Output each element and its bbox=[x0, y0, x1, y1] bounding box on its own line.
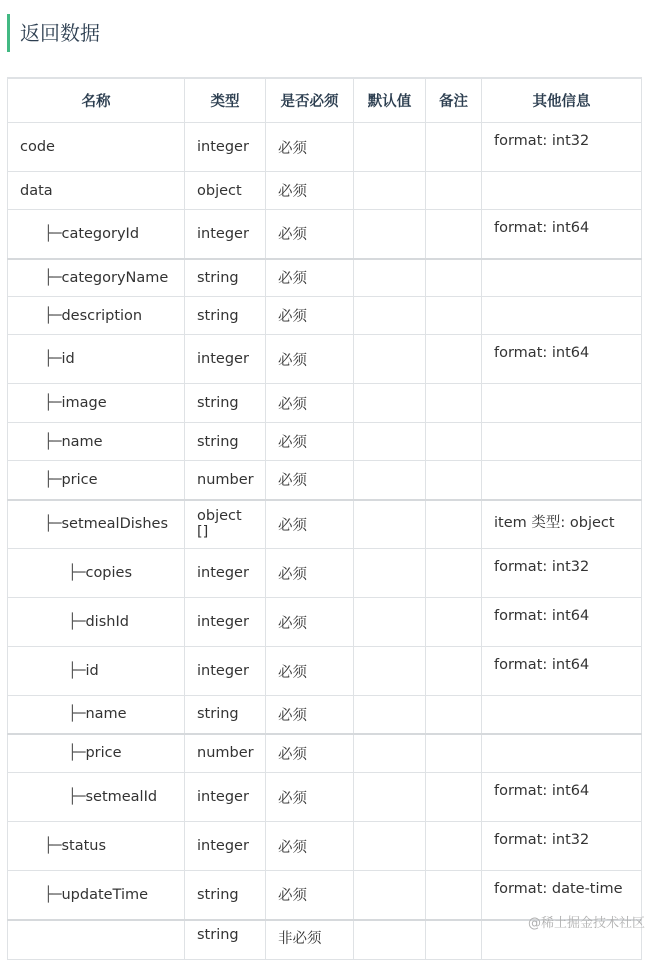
cell-name bbox=[8, 172, 185, 210]
cell-default bbox=[354, 500, 426, 549]
cell-default bbox=[354, 384, 426, 423]
cell-note bbox=[426, 871, 482, 920]
cell-type: integer bbox=[185, 210, 266, 259]
table-row bbox=[8, 461, 642, 500]
cell-type: number bbox=[185, 461, 266, 500]
field-name: description bbox=[61, 307, 143, 324]
cell-other-info bbox=[482, 461, 642, 500]
cell-other-info bbox=[482, 384, 642, 423]
tree-branch-icon: ├─ bbox=[68, 789, 86, 805]
header-other-info: 其他信息 bbox=[482, 78, 642, 123]
tree-branch-icon: ├─ bbox=[44, 886, 62, 903]
cell-name bbox=[8, 259, 185, 297]
cell-default bbox=[354, 423, 426, 461]
table-row bbox=[8, 423, 642, 461]
table-row bbox=[8, 384, 642, 423]
cell-default bbox=[354, 734, 426, 773]
cell-note bbox=[426, 384, 482, 423]
cell-default bbox=[354, 210, 426, 259]
cell-required: 必须 bbox=[266, 734, 354, 773]
cell-required: 必须 bbox=[266, 123, 354, 172]
cell-type: string bbox=[185, 297, 266, 335]
cell-name bbox=[8, 734, 185, 773]
table-row bbox=[8, 500, 642, 549]
cell-type: object [] bbox=[185, 500, 266, 549]
tree-branch-icon: ├─ bbox=[44, 225, 62, 242]
tree-branch-icon: ├─ bbox=[68, 706, 86, 723]
section-title: 返回数据 bbox=[7, 14, 100, 52]
cell-type: integer bbox=[185, 598, 266, 647]
cell-required: 必须 bbox=[266, 696, 354, 734]
field-name: name bbox=[61, 433, 103, 450]
cell-type: string bbox=[185, 384, 266, 423]
table-body bbox=[8, 123, 642, 960]
cell-required: 必须 bbox=[266, 871, 354, 920]
field-name: price bbox=[61, 471, 98, 488]
cell-name bbox=[8, 549, 185, 598]
field-name: categoryId bbox=[61, 225, 140, 242]
cell-type: object bbox=[185, 172, 266, 210]
tree-branch-icon: ├─ bbox=[68, 614, 86, 630]
cell-other-info: item 类型: object bbox=[482, 500, 642, 549]
table-row bbox=[8, 335, 642, 384]
cell-name bbox=[8, 822, 185, 871]
field-name: id bbox=[85, 663, 99, 679]
cell-other-info bbox=[482, 734, 642, 773]
field-name: code bbox=[20, 139, 55, 155]
cell-other-info bbox=[482, 297, 642, 335]
field-name: updateTime bbox=[61, 886, 149, 903]
cell-name bbox=[8, 920, 185, 960]
tree-branch-icon: ├─ bbox=[68, 663, 86, 679]
cell-default bbox=[354, 822, 426, 871]
cell-note bbox=[426, 259, 482, 297]
field-name: setmealDishes bbox=[61, 516, 169, 533]
cell-note bbox=[426, 297, 482, 335]
cell-other-info: format: int64 bbox=[482, 210, 642, 259]
cell-required: 必须 bbox=[266, 384, 354, 423]
cell-name bbox=[8, 647, 185, 696]
cell-note bbox=[426, 123, 482, 172]
header-note: 备注 bbox=[426, 78, 482, 123]
cell-note bbox=[426, 598, 482, 647]
cell-other-info: format: int32 bbox=[482, 549, 642, 598]
cell-name bbox=[8, 123, 185, 172]
cell-type: integer bbox=[185, 549, 266, 598]
cell-default bbox=[354, 172, 426, 210]
cell-name bbox=[8, 335, 185, 384]
cell-note bbox=[426, 696, 482, 734]
field-name: setmealId bbox=[85, 789, 158, 805]
cell-default bbox=[354, 773, 426, 822]
table-row bbox=[8, 696, 642, 734]
field-name: image bbox=[61, 395, 107, 411]
cell-required: 必须 bbox=[266, 210, 354, 259]
cell-note bbox=[426, 549, 482, 598]
cell-other-info: format: int32 bbox=[482, 822, 642, 871]
cell-default bbox=[354, 549, 426, 598]
cell-type: integer bbox=[185, 773, 266, 822]
cell-required: 非必须 bbox=[266, 920, 354, 960]
tree-branch-icon: ├─ bbox=[68, 745, 86, 762]
table-row bbox=[8, 734, 642, 773]
field-name: status bbox=[61, 838, 107, 854]
cell-default bbox=[354, 461, 426, 500]
cell-required: 必须 bbox=[266, 773, 354, 822]
field-name: name bbox=[85, 706, 127, 723]
cell-type: string bbox=[185, 259, 266, 297]
field-name: copies bbox=[85, 565, 133, 581]
cell-other-info: format: int32 bbox=[482, 123, 642, 172]
cell-note bbox=[426, 647, 482, 696]
cell-type: string bbox=[185, 423, 266, 461]
cell-default bbox=[354, 297, 426, 335]
cell-required: 必须 bbox=[266, 259, 354, 297]
cell-note bbox=[426, 210, 482, 259]
tree-branch-icon: ├─ bbox=[44, 516, 62, 533]
tree-branch-icon: ├─ bbox=[44, 395, 62, 411]
cell-other-info bbox=[482, 172, 642, 210]
tree-branch-icon: ├─ bbox=[44, 433, 62, 450]
cell-required: 必须 bbox=[266, 172, 354, 210]
cell-name bbox=[8, 297, 185, 335]
cell-note bbox=[426, 423, 482, 461]
cell-required: 必须 bbox=[266, 647, 354, 696]
cell-type: number bbox=[185, 734, 266, 773]
watermark: @稀土掘金技术社区 bbox=[527, 916, 645, 931]
cell-name bbox=[8, 423, 185, 461]
cell-default bbox=[354, 871, 426, 920]
cell-other-info: format: int64 bbox=[482, 773, 642, 822]
cell-default bbox=[354, 259, 426, 297]
cell-type: integer bbox=[185, 335, 266, 384]
cell-default bbox=[354, 335, 426, 384]
table-row bbox=[8, 822, 642, 871]
field-name: data bbox=[20, 182, 53, 199]
cell-name bbox=[8, 461, 185, 500]
header-name: 名称 bbox=[8, 78, 185, 123]
tree-branch-icon: ├─ bbox=[68, 565, 86, 581]
cell-required: 必须 bbox=[266, 549, 354, 598]
cell-required: 必须 bbox=[266, 598, 354, 647]
header-required: 是否必须 bbox=[266, 78, 354, 123]
cell-other-info bbox=[482, 259, 642, 297]
cell-required: 必须 bbox=[266, 335, 354, 384]
cell-type: string bbox=[185, 871, 266, 920]
cell-note bbox=[426, 822, 482, 871]
response-data-table bbox=[7, 77, 642, 960]
cell-default bbox=[354, 647, 426, 696]
table-row bbox=[8, 647, 642, 696]
table-row bbox=[8, 210, 642, 259]
field-name: categoryName bbox=[61, 269, 169, 286]
table-row bbox=[8, 598, 642, 647]
tree-branch-icon: ├─ bbox=[44, 838, 62, 854]
cell-note bbox=[426, 461, 482, 500]
cell-note bbox=[426, 920, 482, 960]
cell-name bbox=[8, 500, 185, 549]
cell-required: 必须 bbox=[266, 423, 354, 461]
table-header-row bbox=[8, 78, 642, 123]
cell-name bbox=[8, 384, 185, 423]
cell-name bbox=[8, 773, 185, 822]
cell-name bbox=[8, 696, 185, 734]
header-default: 默认值 bbox=[354, 78, 426, 123]
cell-default bbox=[354, 696, 426, 734]
table-row bbox=[8, 172, 642, 210]
field-name: id bbox=[61, 351, 75, 367]
cell-required: 必须 bbox=[266, 500, 354, 549]
cell-note bbox=[426, 500, 482, 549]
cell-required: 必须 bbox=[266, 461, 354, 500]
cell-other-info: format: date-time bbox=[482, 871, 642, 920]
cell-note bbox=[426, 773, 482, 822]
cell-type: string bbox=[185, 920, 266, 960]
table-row bbox=[8, 297, 642, 335]
table-row bbox=[8, 773, 642, 822]
cell-other-info: format: int64 bbox=[482, 647, 642, 696]
cell-note bbox=[426, 172, 482, 210]
cell-default bbox=[354, 920, 426, 960]
cell-type: integer bbox=[185, 822, 266, 871]
cell-other-info bbox=[482, 423, 642, 461]
table-row bbox=[8, 123, 642, 172]
cell-name bbox=[8, 871, 185, 920]
table-row bbox=[8, 259, 642, 297]
cell-name bbox=[8, 598, 185, 647]
tree-branch-icon: ├─ bbox=[44, 351, 62, 367]
cell-default bbox=[354, 123, 426, 172]
cell-type: integer bbox=[185, 647, 266, 696]
cell-name bbox=[8, 210, 185, 259]
cell-other-info: format: int64 bbox=[482, 335, 642, 384]
table-row bbox=[8, 549, 642, 598]
cell-default bbox=[354, 598, 426, 647]
cell-other-info bbox=[482, 696, 642, 734]
cell-type: integer bbox=[185, 123, 266, 172]
cell-required: 必须 bbox=[266, 297, 354, 335]
cell-note bbox=[426, 734, 482, 773]
tree-branch-icon: ├─ bbox=[44, 269, 62, 286]
cell-type: string bbox=[185, 696, 266, 734]
header-type: 类型 bbox=[185, 78, 266, 123]
field-name: dishId bbox=[85, 614, 129, 630]
tree-branch-icon: ├─ bbox=[44, 307, 62, 324]
cell-required: 必须 bbox=[266, 822, 354, 871]
cell-other-info: format: int64 bbox=[482, 598, 642, 647]
cell-note bbox=[426, 335, 482, 384]
tree-branch-icon: ├─ bbox=[44, 471, 62, 488]
field-name: price bbox=[85, 745, 122, 762]
